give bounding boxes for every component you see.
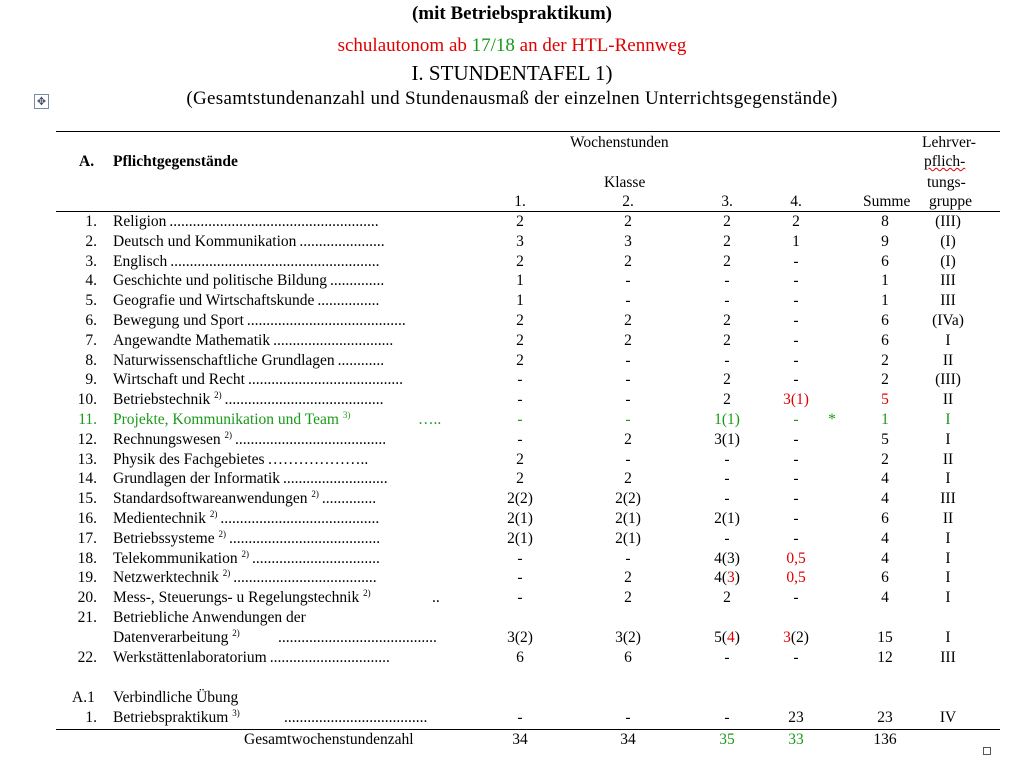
cell-sum: 4 — [881, 530, 889, 547]
cell-k2: 2(1) — [615, 530, 641, 547]
table-header-rule — [56, 211, 1000, 212]
cell-k1: 2 — [516, 451, 524, 468]
cell-k3: 4(3) — [714, 550, 740, 567]
row-number: 16. — [77, 510, 97, 527]
cell-k2: 2 — [624, 213, 632, 230]
cell-k1: 2 — [516, 352, 524, 369]
subject-name — [113, 213, 166, 231]
row-number: 21. — [77, 609, 97, 626]
autonomy-year: 17/18 — [471, 35, 515, 56]
subject-name-text: Bewegung und Sport — [113, 312, 244, 329]
cell-grp: I — [945, 332, 951, 349]
cell-grp: I — [945, 569, 951, 586]
subject-name-text: Geografie und Wirtschaftskunde — [113, 292, 315, 309]
uebung-section-label: A.1 — [72, 689, 95, 706]
row-number: 20. — [77, 589, 97, 606]
subject-name-text: Religion — [113, 213, 167, 230]
cell-star: * — [828, 411, 836, 428]
cell-grp: III — [940, 272, 956, 289]
cell-k4-a: 3 — [783, 629, 791, 646]
cell-sum: 4 — [881, 470, 889, 487]
uebung-dot-leader: ..................................... — [284, 709, 428, 726]
subject-name-text: Physik des Fachgebietes — [113, 451, 265, 468]
table-top-rule — [56, 131, 1000, 132]
dot-leader: .. — [432, 589, 440, 606]
row-number: 18. — [77, 550, 97, 567]
footnote-marker: 2) — [224, 430, 232, 440]
row-number: 12. — [77, 431, 97, 448]
cell-k1: 2(1) — [507, 510, 533, 527]
cell-grp: II — [942, 391, 954, 408]
subject-name — [113, 569, 230, 587]
row-number: 2. — [85, 233, 97, 250]
cell-k3: - — [724, 352, 730, 369]
cell-sum: 6 — [881, 332, 889, 349]
cell-k4: - — [793, 490, 799, 507]
cell-grp: III — [940, 649, 956, 666]
cell-k3: 1(1) — [714, 411, 740, 428]
uebung-k1: - — [517, 709, 523, 726]
lehrver-header-3: tungs- — [927, 174, 966, 191]
cell-k3: - — [724, 490, 730, 507]
dot-leader: ................................. — [252, 550, 380, 567]
row-number: 17. — [77, 530, 97, 547]
dot-leader: .............. — [329, 272, 385, 289]
subject-name — [113, 431, 232, 449]
subject-name — [113, 292, 314, 310]
row-number: 15. — [77, 490, 97, 507]
subject-name-text: Betriebstechnik — [113, 391, 211, 408]
cell-k1: - — [517, 391, 523, 408]
cell-k3: 2 — [723, 233, 731, 250]
cell-grp: I — [945, 470, 951, 487]
subject-name — [113, 332, 270, 350]
cell-sum: 5 — [881, 391, 889, 408]
subject-name — [113, 272, 327, 290]
cell-k2: 6 — [624, 649, 632, 666]
subject-name — [113, 649, 267, 667]
dot-leader: ......................................... — [220, 510, 380, 527]
cell-sum: 8 — [881, 213, 889, 230]
cell-k4: - — [793, 589, 799, 606]
cell-k1: 2 — [516, 253, 524, 270]
subject-name — [113, 411, 350, 429]
table-resize-handle[interactable] — [983, 747, 991, 755]
subject-name — [113, 352, 335, 370]
cell-k4: - — [793, 352, 799, 369]
cell-k4: - — [793, 470, 799, 487]
uebung-name-text: Betriebspraktikum — [113, 709, 229, 726]
cell-k4: 0,5 — [786, 569, 806, 586]
cell-k4: - — [793, 649, 799, 666]
cell-k1: 2 — [516, 213, 524, 230]
footnote-marker: 2) — [311, 489, 319, 499]
subject-name-text: Naturwissenschaftliche Grundlagen — [113, 352, 335, 369]
cell-k1: 1 — [516, 292, 524, 309]
cell-k3: 2 — [723, 332, 731, 349]
cell-k1: - — [517, 411, 523, 428]
section-title: Pflichtgegenstände — [113, 153, 238, 170]
subject-name-text: Betriebliche Anwendungen der — [113, 609, 306, 626]
cell-k2: - — [625, 292, 631, 309]
row-number: 13. — [77, 451, 97, 468]
cell-k2: 2 — [624, 589, 632, 606]
subject-name — [113, 510, 217, 528]
subject-name-text: Standardsoftwareanwendungen — [113, 490, 308, 507]
cell-k4: - — [793, 253, 799, 270]
subject-name-text: Rechnungswesen — [113, 431, 221, 448]
footnote-marker: 2) — [214, 390, 222, 400]
cell-grp: I — [945, 550, 951, 567]
cell-k3: 2 — [723, 213, 731, 230]
lehrver-header-2-text: pflich- — [924, 153, 966, 170]
row-number: 9. — [85, 371, 97, 388]
cell-k3: 2 — [723, 391, 731, 408]
cell-grp: (I) — [940, 233, 956, 250]
cell-sum: 6 — [881, 569, 889, 586]
cell-k3: 3(1) — [714, 431, 740, 448]
cell-sum: 6 — [881, 510, 889, 527]
cell-grp: I — [945, 431, 951, 448]
cell-sum: 2 — [881, 451, 889, 468]
cell-k4: - — [793, 510, 799, 527]
cell-sum: 6 — [881, 312, 889, 329]
dot-leader: ............................... — [269, 649, 390, 666]
dot-leader: ........................................ — [247, 371, 403, 388]
total-label: Gesamtwochenstundenzahl — [244, 731, 414, 748]
cell-sum: 4 — [881, 589, 889, 606]
dot-leader: ..................................... — [233, 569, 377, 586]
col-header-2: 2. — [622, 193, 634, 210]
cell-k3: 2 — [723, 589, 731, 606]
cell-k4-c: (2) — [790, 629, 809, 646]
footnote-marker: 2) — [222, 568, 231, 578]
cell-grp: II — [942, 510, 954, 527]
cell-k3: - — [724, 272, 730, 289]
dot-leader: ….. — [418, 411, 442, 428]
subject-name-text: Datenverarbeitung — [113, 629, 229, 646]
cell-sum: 4 — [881, 490, 889, 507]
dot-leader: ...................... — [299, 233, 385, 250]
dot-leader: ......................................... — [246, 312, 406, 329]
summe-header: Summe — [863, 193, 911, 210]
subject-name-text: Englisch — [113, 253, 168, 270]
uebung-sum: 23 — [877, 709, 893, 726]
cell-k2: 3(2) — [615, 629, 641, 646]
subject-name — [113, 391, 222, 409]
cell-k3-a: 5( — [714, 629, 727, 646]
cell-grp: (III) — [935, 213, 961, 230]
dot-leader: ....................................... — [228, 530, 381, 547]
row-number: 8. — [85, 352, 97, 369]
subject-name — [113, 233, 296, 251]
cell-k2: - — [625, 371, 631, 388]
cell-k1: 6 — [516, 649, 524, 666]
cell-k3-b: 3 — [727, 569, 735, 586]
cell-k3-c: ) — [734, 629, 740, 646]
uebung-row-number: 1. — [85, 709, 97, 726]
subject-name-text: Angewandte Mathematik — [113, 332, 271, 349]
cell-sum: 2 — [881, 371, 889, 388]
cell-k1: - — [517, 371, 523, 388]
total-sum: 136 — [873, 731, 897, 748]
subject-name-text: Mess-, Steuerungs- u Regelungstechnik — [113, 589, 360, 606]
subject-name — [113, 312, 244, 330]
cell-grp: III — [940, 490, 956, 507]
cell-k3: - — [724, 451, 730, 468]
cell-grp: (III) — [935, 371, 961, 388]
cell-grp: I — [945, 530, 951, 547]
cell-sum: 4 — [881, 550, 889, 567]
cell-k3: - — [724, 292, 730, 309]
cell-k2: - — [625, 411, 631, 428]
subject-name-text: Telekommunikation — [113, 550, 238, 567]
cell-k1: - — [517, 589, 523, 606]
uebung-footnote: 3) — [232, 708, 240, 718]
subject-name — [113, 550, 249, 568]
dot-leader: ...................................................... — [170, 253, 380, 270]
subject-name — [113, 451, 265, 469]
cell-sum: 2 — [881, 352, 889, 369]
col-header-4: 4. — [790, 193, 802, 210]
cell-k3: 2 — [723, 312, 731, 329]
footnote-marker: 2) — [232, 628, 240, 638]
total-k1: 34 — [512, 731, 528, 748]
subject-name — [113, 629, 240, 647]
move-arrows-icon[interactable]: ✥ — [34, 94, 49, 109]
row-number: 14. — [77, 470, 97, 487]
lehrver-header-1: Lehrver- — [922, 134, 976, 151]
subject-name-text: Wirtschaft und Recht — [113, 371, 245, 388]
total-k2: 34 — [620, 731, 636, 748]
subject-name — [113, 371, 245, 389]
col-header-3: 3. — [721, 193, 733, 210]
cell-grp: III — [940, 292, 956, 309]
dot-leader: ......................................... — [278, 629, 437, 646]
dot-leader: ....................................... — [235, 431, 387, 448]
subject-name — [113, 530, 226, 548]
row-number: 3. — [85, 253, 97, 270]
cell-k1: - — [517, 569, 523, 586]
cell-k3-b: 4 — [727, 629, 735, 646]
cell-grp: I — [945, 589, 951, 606]
cell-sum: 15 — [877, 629, 893, 646]
cell-k4: - — [793, 292, 799, 309]
row-number: 19. — [77, 569, 97, 586]
cell-k4: 0,5 — [786, 550, 806, 567]
section-label: A. — [79, 153, 95, 170]
subject-name-text: Projekte, Kommunikation und Team — [113, 411, 339, 428]
row-number: 22. — [77, 649, 97, 666]
cell-k2: 2 — [624, 470, 632, 487]
uebung-k3: - — [724, 709, 730, 726]
cell-k1: 2(2) — [507, 490, 533, 507]
cell-k3-c: ) — [734, 569, 740, 586]
subject-name — [113, 470, 280, 488]
lehrver-header-2 — [924, 153, 965, 171]
cell-grp: II — [942, 451, 954, 468]
cell-grp: II — [942, 352, 954, 369]
subject-name-text: Geschichte und politische Bildung — [113, 272, 327, 289]
cell-k1: - — [517, 550, 523, 567]
cell-k1: 2 — [516, 312, 524, 329]
subject-name — [113, 609, 306, 627]
row-number: 7. — [85, 332, 97, 349]
cell-k3: 2(1) — [714, 510, 740, 527]
cell-k3: - — [724, 470, 730, 487]
cell-k2: 3 — [624, 233, 632, 250]
cell-sum: 12 — [877, 649, 893, 666]
dot-leader: ……………….. — [267, 451, 369, 468]
row-number: 1. — [85, 213, 97, 230]
dot-leader: ...................................................... — [169, 213, 379, 230]
autonomy-text-c: an der HTL-Rennweg — [514, 35, 687, 56]
cell-k1: 2(1) — [507, 530, 533, 547]
cell-k3: - — [724, 530, 730, 547]
dot-leader: ................ — [317, 292, 380, 309]
autonomy-text-a: schulautonom ab — [337, 35, 472, 56]
cell-k2: 2(1) — [615, 510, 641, 527]
cell-k3: 2 — [723, 253, 731, 270]
cell-k3 — [697, 629, 757, 647]
wochenstunden-header: Wochenstunden — [570, 134, 669, 151]
cell-grp: (I) — [940, 253, 956, 270]
cell-k2: - — [625, 391, 631, 408]
row-number: 11. — [78, 411, 97, 428]
footnote-marker: 2) — [241, 549, 249, 559]
cell-k2: - — [625, 451, 631, 468]
row-number: 4. — [85, 272, 97, 289]
subject-name-text: Medientechnik — [113, 510, 206, 527]
cell-k2: 2(2) — [615, 490, 641, 507]
cell-k2: - — [625, 352, 631, 369]
table-total-rule — [56, 729, 1000, 730]
school-autonomy-line — [0, 35, 1024, 57]
subject-name — [113, 253, 167, 271]
row-number: 10. — [77, 391, 97, 408]
footnote-marker: 2) — [218, 529, 226, 539]
col-header-1: 1. — [514, 193, 526, 210]
cell-k2: 2 — [624, 332, 632, 349]
subject-name-text: Werkstättenlaboratorium — [113, 649, 267, 666]
dot-leader: ........................... — [283, 470, 388, 487]
dot-leader: ............ — [337, 352, 385, 369]
cell-k2: 2 — [624, 312, 632, 329]
cell-k4: - — [793, 312, 799, 329]
uebung-k4: 23 — [788, 709, 804, 726]
footnote-marker: 2) — [363, 588, 371, 598]
subtitle-betriebspraktikum: (mit Betriebspraktikum) — [411, 3, 612, 24]
dot-leader: .............. — [321, 490, 377, 507]
uebung-k2: - — [625, 709, 631, 726]
cell-k1: 3 — [516, 233, 524, 250]
subject-name — [113, 490, 319, 508]
cell-k1: 2 — [516, 332, 524, 349]
lehrver-header-4: gruppe — [929, 193, 973, 210]
cell-sum: 1 — [881, 292, 889, 309]
cell-k1: - — [517, 431, 523, 448]
cell-k1: 1 — [516, 272, 524, 289]
subject-name-text: Grundlagen der Informatik — [113, 470, 280, 487]
cell-k1: 2 — [516, 470, 524, 487]
cell-k4 — [766, 629, 826, 647]
uebung-group: IV — [939, 709, 957, 726]
subject-name-text: Netzwerktechnik — [113, 569, 219, 586]
klasse-header: Klasse — [604, 174, 646, 191]
uebung-row-name — [113, 709, 240, 727]
subject-name-text: Betriebssysteme — [113, 530, 215, 547]
row-number: 5. — [85, 292, 97, 309]
cell-k1: 3(2) — [507, 629, 533, 646]
total-k4: 33 — [788, 731, 804, 748]
subject-name — [113, 589, 371, 607]
cell-sum: 1 — [881, 272, 889, 289]
cell-k3: - — [724, 649, 730, 666]
cell-k3-a: 4( — [714, 569, 727, 586]
uebung-section-title: Verbindliche Übung — [113, 689, 239, 706]
cell-k2: 2 — [624, 569, 632, 586]
cell-k4: 1 — [792, 233, 800, 250]
cell-k4: - — [793, 431, 799, 448]
total-k3: 35 — [719, 731, 735, 748]
cell-k2: 2 — [624, 431, 632, 448]
cell-k4: 2 — [792, 213, 800, 230]
cell-k4: - — [793, 272, 799, 289]
cell-k4: - — [793, 530, 799, 547]
cell-k4: - — [793, 332, 799, 349]
cell-sum: 9 — [881, 233, 889, 250]
cell-grp: I — [945, 411, 951, 428]
cell-k4: - — [793, 451, 799, 468]
page-title: I. STUNDENTAFEL 1) — [411, 61, 613, 85]
footnote-marker: 3) — [342, 410, 351, 420]
row-number: 6. — [85, 312, 97, 329]
cell-sum: 5 — [881, 431, 889, 448]
cell-k4: - — [793, 411, 799, 428]
cell-grp: I — [945, 629, 951, 646]
cell-k2: 2 — [624, 253, 632, 270]
footnote-marker: 2) — [209, 509, 218, 519]
cell-k2: - — [625, 272, 631, 289]
table-caption: (Gesamtstundenanzahl und Stundenausmaß der einzelnen Unterrichtsgegenstände) — [186, 88, 838, 109]
dot-leader: ............................... — [273, 332, 394, 349]
cell-k3: 2 — [723, 371, 731, 388]
cell-k3 — [697, 569, 757, 587]
cell-k2: - — [625, 550, 631, 567]
cell-sum: 6 — [881, 253, 889, 270]
cell-sum: 1 — [881, 411, 889, 428]
cell-k4: - — [793, 371, 799, 388]
dot-leader: ......................................... — [224, 391, 384, 408]
cell-k4: 3(1) — [783, 391, 809, 408]
subject-name-text: Deutsch und Kommunikation — [113, 233, 297, 250]
cell-grp: (IVa) — [932, 312, 964, 329]
